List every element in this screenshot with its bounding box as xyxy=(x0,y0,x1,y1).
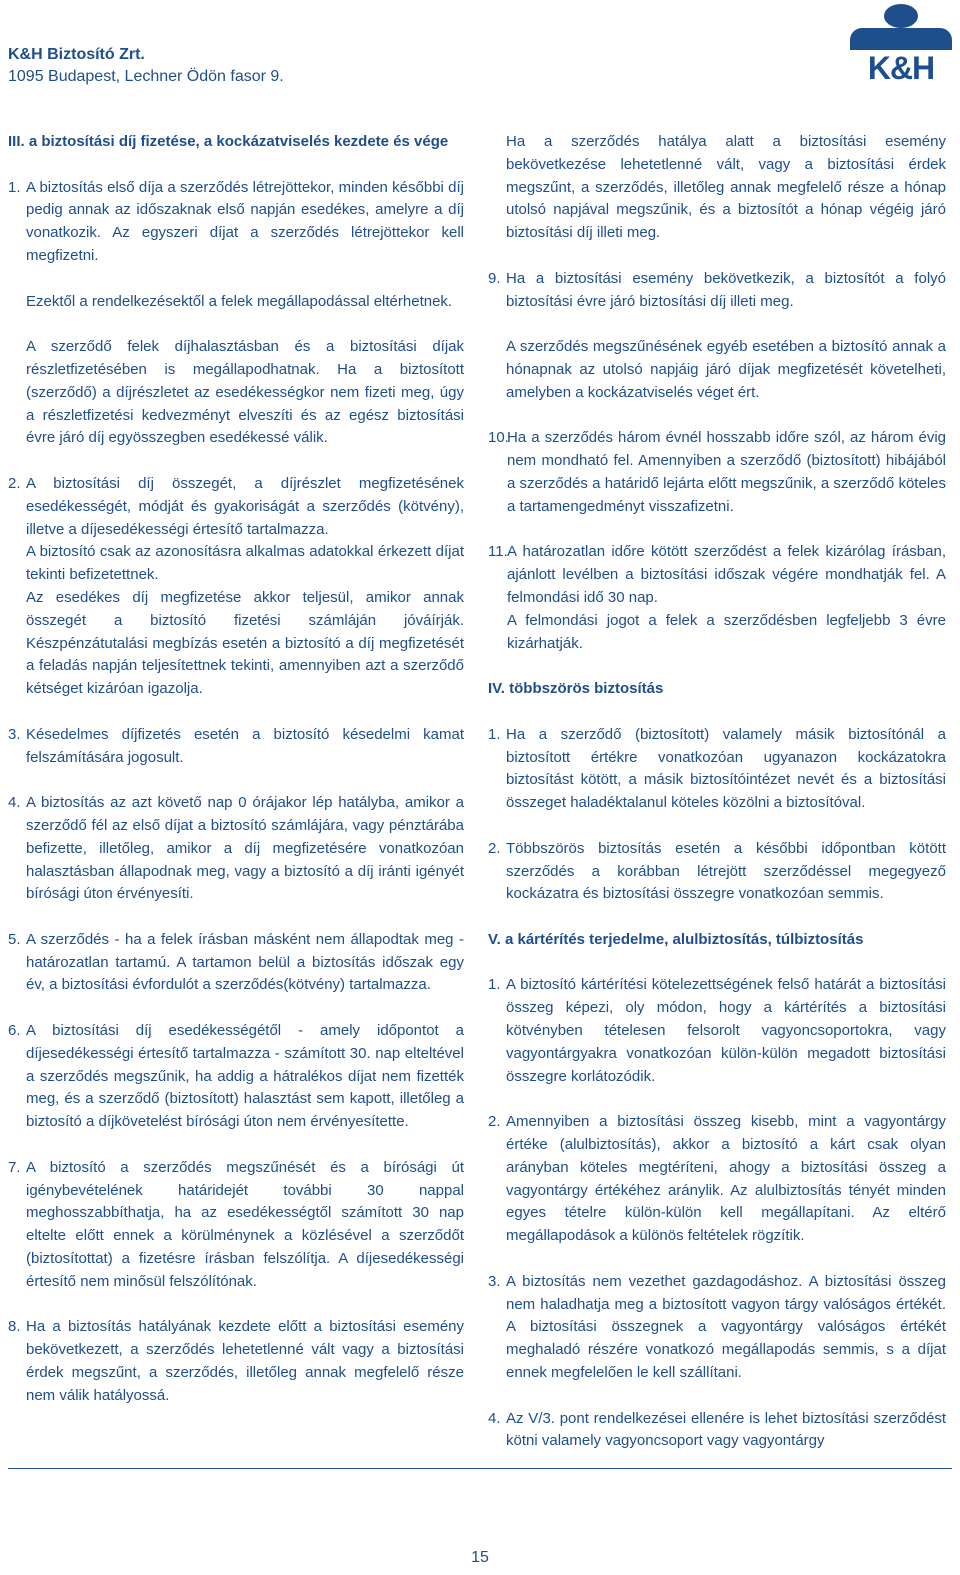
item-number: 3. xyxy=(8,725,21,743)
list-item xyxy=(8,929,464,997)
item-body xyxy=(26,929,464,997)
logo-text: K&H xyxy=(867,50,935,86)
list-item xyxy=(8,177,464,451)
list-item xyxy=(8,1020,464,1134)
item-paragraph: Az esedékes díj megfizetése akkor teljesül, amikor annak összegét a biztosító fizetési számláján jóváírják. Készpénzátutalási megbízás esetén a biztosító a díj megfizetését a feladás napján teljesítettnek tekinti, amennyiben azt a szerződő kétséget kizáróan igazolja. xyxy=(26,588,464,698)
list-item xyxy=(488,268,946,405)
item-paragraph: A szerződő felek díjhalasztásban és a biztosítási díjak részletfizetésében is megállapodhatnak. Ha a biztosított (szerződő) a díjrészletet az esedékességkor nem fizeti meg, úgy a részletfizetési kedvezményt elveszíti és az egész biztosítási évre járó díj egyösszegben esedékessé válik. xyxy=(26,338,464,447)
item-number: 11. xyxy=(488,543,508,561)
footer-divider xyxy=(8,1468,952,1469)
item-number: 1. xyxy=(488,725,501,743)
item-body xyxy=(26,1316,464,1407)
item-paragraph: A biztosító csak az azonosításra alkalmas adatokkal érkezett díjat tekinti befizetettnek. xyxy=(26,543,464,584)
right-items-a xyxy=(488,268,946,656)
item-number: 6. xyxy=(8,1022,21,1040)
section-title-iv: IV. többszörös biztosítás xyxy=(488,680,664,698)
right-column xyxy=(488,131,946,1476)
list-item xyxy=(488,1408,946,1454)
item-paragraph: A biztosító kártérítési kötelezettségének felső határát a biztosítási összeg képezi, oly módon, hogy a kártérítés a biztosítási kötvényben tételesen felsorolt vagyoncsoportokra, vagy vagyontárgyakra vonatkozóan külön-külön megadott biztosítási összegre korlátozódik. xyxy=(506,976,946,1085)
company-name: K&H Biztosító Zrt. xyxy=(8,46,145,63)
item-paragraph: Késedelmes díjfizetés esetén a biztosító késedelmi kamat felszámítására jogosult. xyxy=(26,725,464,766)
right-items-b xyxy=(488,724,946,906)
item-number: 5. xyxy=(8,930,21,948)
item-body xyxy=(506,974,946,1088)
item-paragraph: Amennyiben a biztosítási összeg kisebb, mint a vagyontárgy értéke (alulbiztosítás), akkor a biztosító a kárt csak olyan arányban köteles megtéríteni, ahogy a biztosítási összeg a vagyontárgy értékéhez aránylik. Az alulbiztosítás tényét minden egyes tételre külön-külön kell megállapítani. Az eltérő megállapodások a különös feltételek rögzítik. xyxy=(506,1113,946,1245)
item-paragraph: Ha a biztosítás hatályának kezdete előtt a biztosítási esemény bekövetkezett, a szerződés lehetetlenné vált vagy a biztosítási érdek megszűnt, a szerződés, illetőleg annak megfelelő része nem válik hatályossá. xyxy=(26,1318,464,1404)
item-body xyxy=(26,177,464,451)
item-body xyxy=(506,1271,946,1385)
left-column xyxy=(8,131,464,1430)
list-item xyxy=(8,792,464,906)
document-header xyxy=(8,44,284,88)
item-body xyxy=(26,1020,464,1134)
item-number: 10. xyxy=(488,429,509,447)
item-number: 3. xyxy=(488,1272,501,1290)
section-title-iii: III. a biztosítási díj fizetése, a kockázatviselés kezdete és vége xyxy=(8,133,449,150)
item-number: 1. xyxy=(8,178,21,196)
company-address: 1095 Budapest, Lechner Ödön fasor 9. xyxy=(8,68,284,85)
list-item xyxy=(8,1157,464,1294)
item-paragraph: Ha a szerződő (biztosított) valamely másik biztosítónál a biztosított értékre vonatkozóan ugyanazon kockázatokra biztosítást kötött, a másik biztosítóintézet nevét és a biztosítási összeget haladéktalanul köteles közölni a biztosítóval. xyxy=(506,725,946,812)
item-number: 2. xyxy=(8,474,21,492)
item-paragraph: A biztosítási díj esedékességétől - amely időpontot a díjesedékességi értesítő tartalmazza - számított 30. nap elteltével a szerződés megszűnik, ha addig a hátralékos díjat nem fizették meg, és a szerződő (biztosított) halasztást sem kapott, illetőleg a biztosító a díjkövetelést bírósági úton nem érvényesítette. xyxy=(26,1022,464,1131)
kh-logo xyxy=(850,4,952,84)
item-paragraph: A határozatlan időre kötött szerződést a felek kizárólag írásban, ajánlott levélben a biztosítási időszak végére mondhatják fel. A felmondási idő 30 nap. xyxy=(507,543,946,606)
item-paragraph: A biztosító a szerződés megszűnését és a bírósági út igénybevételének határidejét további 30 nappal meghosszabbíthatja, ha az esedékességtől számított 30 nap eltelte előtt ennek a körülménynek a közlésével a szerződőt (biztosítottat) a fizetésre írásban felszólítja. A díjesedékességi értesítő nem minősül felszólítónak. xyxy=(26,1158,464,1290)
item-paragraph: A biztosítás nem vezethet gazdagodáshoz. A biztosítási összeg nem haladhatja meg a biztosított vagyon tárgy valóságos értékét. A biztosítási összegnek a vagyontárgy valóságos értékét meghaladó részére vonatkozó megállapodás semmis, s a díjat ennek megfelelően le kell szállítani. xyxy=(506,1272,946,1382)
item-body xyxy=(506,838,946,906)
right-items-c xyxy=(488,974,946,1453)
item-body xyxy=(506,1408,946,1454)
logo-dot-shape xyxy=(884,4,918,28)
item-number: 2. xyxy=(488,1113,501,1131)
item-number: 8. xyxy=(8,1318,21,1336)
item-paragraph: A biztosítás az azt követő nap 0 órájakor lép hatályba, amikor a szerződő fél az első díjat a biztosító számlájára, vagy pénztárába befizette, illetőleg, amikor a díj megfizetésére vonatkozóan halasztásban állapodnak meg, vagy a biztosító a díj iránti igényét bírósági úton érvényesíti. xyxy=(26,794,464,903)
item-body xyxy=(26,473,464,701)
item-paragraph: A biztosítás első díja a szerződés létrejöttekor, minden későbbi díj pedig annak az időszaknak első napján esedékes, amelyre a díj vonatkozik. Az egyszeri díjat a szerződés létrejöttekor kell megfizetni. xyxy=(26,178,464,264)
item-paragraph: Többszörös biztosítás esetén a későbbi időpontban kötött szerződés a korábban létrejött szerződéssel megegyező kockázatra és biztosítási összegre vonatkozóan semmis. xyxy=(506,839,946,903)
item-body xyxy=(26,1157,464,1294)
item-number: 1. xyxy=(488,976,501,994)
item-paragraph: Az V/3. pont rendelkezései ellenére is lehet biztosítási szerződést kötni valamely vagyoncsoport vagy vagyontárgy xyxy=(506,1409,946,1450)
item-number: 4. xyxy=(488,1409,501,1427)
list-item xyxy=(488,1111,946,1248)
item-body xyxy=(507,541,946,655)
item-number: 9. xyxy=(488,269,501,287)
list-item xyxy=(8,724,464,770)
list-item xyxy=(488,427,946,518)
item-paragraph: A felmondási jogot a felek a szerződésben legfeljebb 3 évre kizárhatják. xyxy=(507,611,946,652)
item-paragraph: Ha a szerződés három évnél hosszabb időre szól, az három évig nem mondható fel. Amennyiben a szerződő (biztosított) hibájából a szerződés a határidő lejárta előtt megszűnik, a szerződő köteles a tartamengedményt visszafizetni. xyxy=(507,429,946,515)
list-item xyxy=(488,838,946,906)
list-item xyxy=(488,724,946,815)
item-body xyxy=(506,724,946,815)
page-number: 15 xyxy=(471,1549,489,1566)
item-paragraph: A szerződés - ha a felek írásban másként nem állapodtak meg - határozatlan tartamú. A tartamon belül a biztosítás időszak egy év, a biztosítási évfordulót a szerződés(kötvény) tartalmazza. xyxy=(26,930,464,994)
item-paragraph: Ha a biztosítási esemény bekövetkezik, a biztosítót a folyó biztosítási évre járó biztosítási díj illeti meg. xyxy=(506,269,946,310)
item-paragraph: Ezektől a rendelkezésektől a felek megállapodással eltérhetnek. xyxy=(26,292,453,310)
item-body xyxy=(506,1111,946,1248)
logo-bar-shape xyxy=(850,28,952,50)
item-body xyxy=(506,268,946,405)
list-item xyxy=(8,473,464,701)
section-title-v: V. a kártérítés terjedelme, alulbiztosítás, túlbiztosítás xyxy=(488,930,864,948)
left-items xyxy=(8,177,464,1408)
item-number: 2. xyxy=(488,839,501,857)
list-item xyxy=(488,541,946,655)
item-body xyxy=(26,792,464,906)
item-body xyxy=(26,724,464,770)
item-paragraph: A szerződés megszűnésének egyéb esetében a biztosító annak a hónapnak az utolsó napjáig járó díjak megfizetését követelheti, amelyben a kockázatviselés véget ért. xyxy=(506,338,946,401)
right-intro-paragraph: Ha a szerződés hatálya alatt a biztosítási esemény bekövetkezése lehetetlenné vált, vagy a biztosítási érdek megszűnt, a szerződés, illetőleg annak megfelelő része a hónap utolsó napjával megszűnik, és a biztosítót a hónap végéig járó biztosítási díj illeti meg. xyxy=(506,133,946,242)
item-number: 7. xyxy=(8,1158,21,1176)
item-paragraph: A biztosítási díj összegét, a díjrészlet megfizetésének esedékességét, módját és gyakoriságát a szerződés (kötvény), illetve a díjesedékességi értesítő tartalmazza. xyxy=(26,474,464,538)
list-item xyxy=(488,974,946,1088)
item-number: 4. xyxy=(8,794,21,812)
list-item xyxy=(8,1316,464,1407)
item-body xyxy=(507,427,946,518)
list-item xyxy=(488,1271,946,1385)
